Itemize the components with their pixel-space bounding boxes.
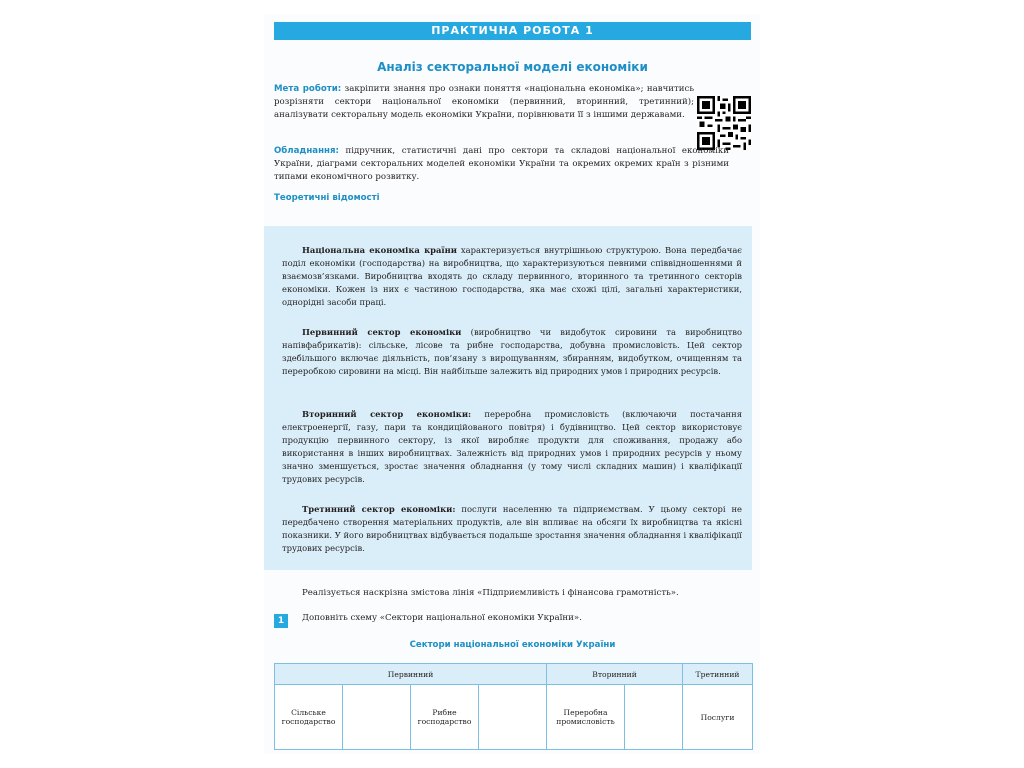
- goal-paragraph: [274, 83, 694, 123]
- task-instruction: Доповніть схему «Сектори національної економіки України».: [302, 613, 582, 623]
- header-primary: Первинний: [275, 664, 547, 685]
- cell-agriculture: Сільське господарство: [275, 685, 343, 750]
- theory-paragraph-tertiary: [282, 503, 742, 555]
- table-row: [275, 685, 753, 750]
- cell-fishery: Рибне господарство: [411, 685, 479, 750]
- theory-paragraph-national-economy: [282, 244, 742, 309]
- theory-paragraph-primary: [282, 326, 742, 378]
- equipment-paragraph: [274, 145, 729, 185]
- blank-cell[interactable]: [479, 685, 547, 750]
- theory-heading: Теоретичні відомості: [274, 193, 380, 203]
- theory-paragraph-secondary: [282, 408, 742, 487]
- paragraph-text: (виробництво чи видобуток сировини та виробництво напівфабрикатів): сільське, лісове та рибне господарства, добувна промисловість. Цей сектор здебільшого включає діяльність, пов’язану з вирощуванням, збиранням, видобутком, очищенням та переробкою сировини на місці. Він найбільше залежить від природних умов і природних ресурсів.: [282, 327, 742, 377]
- practical-work-banner: ПРАКТИЧНА РОБОТА 1: [274, 22, 751, 40]
- paragraph-text: характеризується внутрішньою структурою. Вона передбачає поділ економіки (господарства) на виробництва, що характеризуються певними співвідношеннями й взаємозв’язками. Виробництва входять до складу первинного, вторинного та третинного секторів економіки. Кожен із них є частиною господарства, яка має схожі цілі, загальні характеристики, однорідні засоби праці.: [282, 245, 742, 308]
- equipment-label: Обладнання:: [274, 146, 339, 156]
- header-tertiary: Третинний: [683, 664, 753, 685]
- paragraph-text: переробна промисловість (включаючи постачання електроенергії, газу, пари та кондиційованого повітря) і будівництво. Цей сектор використовує продукцію первинного сектору, із якої виробляє продукти для споживання, продажу або використання в інших виробництвах. Залежність від природних умов і природних ресурсів у ньому значно зменшується, зростає значення обладнання (у тому числі складних машин) і кваліфікації трудових ресурсів.: [282, 409, 743, 485]
- blank-cell[interactable]: [625, 685, 683, 750]
- blank-cell[interactable]: [343, 685, 411, 750]
- cell-manufacturing: Переробна промисловість: [547, 685, 625, 750]
- term-primary-sector: Первинний сектор економіки: [302, 327, 462, 337]
- goal-label: Мета роботи:: [274, 84, 342, 94]
- paragraph-text: послуги населенню та підприємствам. У цьому секторі не передбачено створення матеріальних продуктів, але він впливає на обсяги їх виробництва та якісні показники. У його виробництвах відбувається подальше зростання значення обладнання і кваліфікації трудових ресурсів.: [282, 504, 742, 554]
- term-tertiary-sector: Третинний сектор економіки:: [302, 504, 456, 514]
- table-header-row: [275, 664, 753, 685]
- cross-cutting-line-note: Реалізується наскрізна змістова лінія «Підприємливість і фінансова грамотність».: [302, 588, 679, 598]
- header-secondary: Вторинний: [547, 664, 683, 685]
- sectors-scheme-table: [274, 663, 753, 750]
- goal-text: закріпити знання про ознаки поняття «національна економіка»; навчитись розрізняти сектори національної економіки (первинний, вторинний, третинний); аналізувати секторальну модель економіки України, порівнювати її з іншими державами.: [274, 84, 694, 121]
- term-secondary-sector: Вторинний сектор економіки:: [302, 409, 472, 419]
- cell-services: Послуги: [683, 685, 753, 750]
- task-number-badge: 1: [274, 614, 288, 628]
- equipment-text: підручник, статистичні дані про сектори та складові національної економіки України, діаграми секторальних моделей економіки України та окремих окремих країн з різними типами економічного розвитку.: [274, 146, 729, 183]
- page-title: Аналіз секторальної моделі економіки: [377, 60, 648, 74]
- scheme-title: Сектори національної економіки України: [409, 640, 616, 650]
- qr-code-icon[interactable]: [697, 96, 751, 150]
- term-national-economy: Національна економіка країни: [302, 245, 457, 255]
